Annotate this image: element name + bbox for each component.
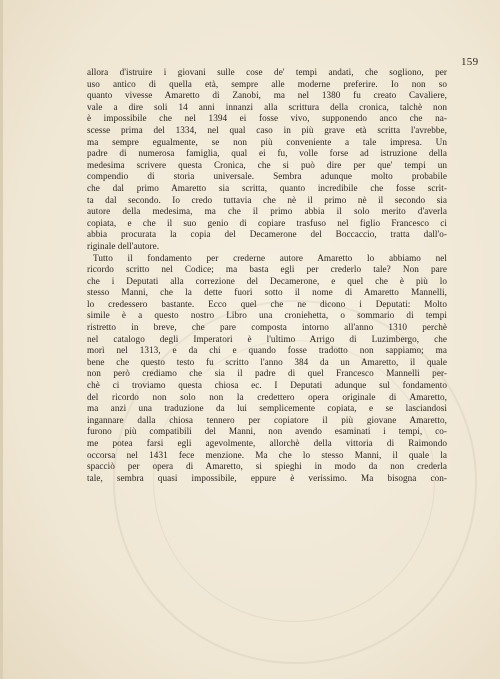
text-line: ingannare dalla chiosa tennero per copiatore il più giovane Amaretto, (87, 414, 447, 425)
text-line: quanto vivesse Amaretto di Zanobi, ma nel 1380 fu creato Cavaliere, (87, 90, 447, 101)
text-line: lo credessero bastante. Ecco quel che ne dicono i Deputati: Molto (87, 298, 447, 309)
text-line: compendio di storia universale. Sembra adunque molto probabile (87, 171, 447, 182)
text-line: simile è a questo nostro Libro una croniehetta, o sommario di tempi (87, 310, 447, 321)
text-line: ma sempre egualmente, se non più conveniente a tale impresa. Un (87, 136, 447, 147)
text-line: medesima scrivere questa Cronica, che si può dire per que' tempi un (87, 159, 447, 170)
text-line: del ricordo non solo non la credettero opera originale di Amaretto, (87, 391, 447, 402)
text-line: uso antico di quella età, sempre alle moderne preferire. Io non so (87, 78, 447, 89)
text-line: me potea farsi egli agevolmente, allorchè della vittoria di Raimondo (87, 438, 447, 448)
text-line: padre di numerosa famiglia, qual ei fu, volle forse ad istruzione della (87, 148, 447, 159)
text-line: chè ci troviamo questa chiosa ec. I Deputati adunque sul fondamento (87, 380, 447, 391)
text-line: allora d'istruire i giovani sulle cose de' tempi andati, che sogliono, per (87, 67, 447, 77)
text-line: copiata, e che il suo genio di copiare trasfuso nel figlio Francesco ci (87, 217, 447, 228)
text-line: furono più compatibili del Manni, non avendo esaminati i tempi, co- (87, 426, 447, 437)
text-line: nel catalogo degli Imperatori è l'ultimo Arrigo di Luzimbergo, che (87, 333, 447, 344)
text-line: che i Deputati alla correzione del Decamerone, e quel che è più lo (87, 275, 447, 286)
text-line: occorsa nel 1431 fece menzione. Ma che lo stesso Manni, il quale la (87, 449, 447, 460)
text-line: ristretto in breve, che pare composta intorno all'anno 1310 perchè (87, 322, 447, 333)
text-line: morì nel 1313, e da chi e quando fosse tradotto non sappiamo; ma (87, 345, 447, 356)
text-line: riginale dell'autore. (87, 240, 160, 251)
text-line: autore della medesima, ma che il primo abbia il solo merito d'averla (87, 206, 447, 217)
page-number: 159 (461, 56, 479, 68)
text-line: abbia procurata la copia del Decamerone del Boccaccio, tratta dall'o- (87, 229, 447, 240)
text-line: non però crediamo che sia il padre di quel Francesco Mannelli per- (87, 368, 447, 379)
body-text (87, 67, 447, 484)
text-line: che dal primo Amaretto sia scritta, quanto incredibile che fosse scrit- (87, 182, 447, 193)
text-line: ricordo scritto nel Codice; ma basta egli per crederlo tale? Non pare (87, 264, 447, 275)
text-line: ta dal secondo. Io credo tuttavia che nè il primo nè il secondo sia (87, 194, 447, 205)
text-line: tale, sembra quasi impossibile, eppure è verissimo. Ma bisogna con- (87, 472, 447, 483)
text-line: vale a dire soli 14 anni innanzi alla scrittura della cronica, talchè non (87, 101, 447, 112)
text-line: scesse prima del 1334, nel qual caso in più grave età scritta l'avrebbe, (87, 124, 447, 135)
text-line: è impossibile che nel 1394 ei fosse vivo, supponendo anco che na- (87, 113, 447, 124)
text-line: stesso Manni, che la dette fuori sotto il nome di Amaretto Mannelli, (87, 287, 447, 298)
text-line: ma anzi una traduzione da lui semplicemente copiata, e se lasciandosi (87, 403, 447, 414)
text-line: Tutto il fondamento per crederne autore Amaretto lo abbiamo nel (93, 252, 447, 263)
text-line: bene che questo testo fu scritto l'anno 384 da un Amaretto, il quale (87, 356, 447, 367)
text-line: spacciò per opera di Amaretto, si spieghi in modo da non crederla (87, 461, 447, 472)
